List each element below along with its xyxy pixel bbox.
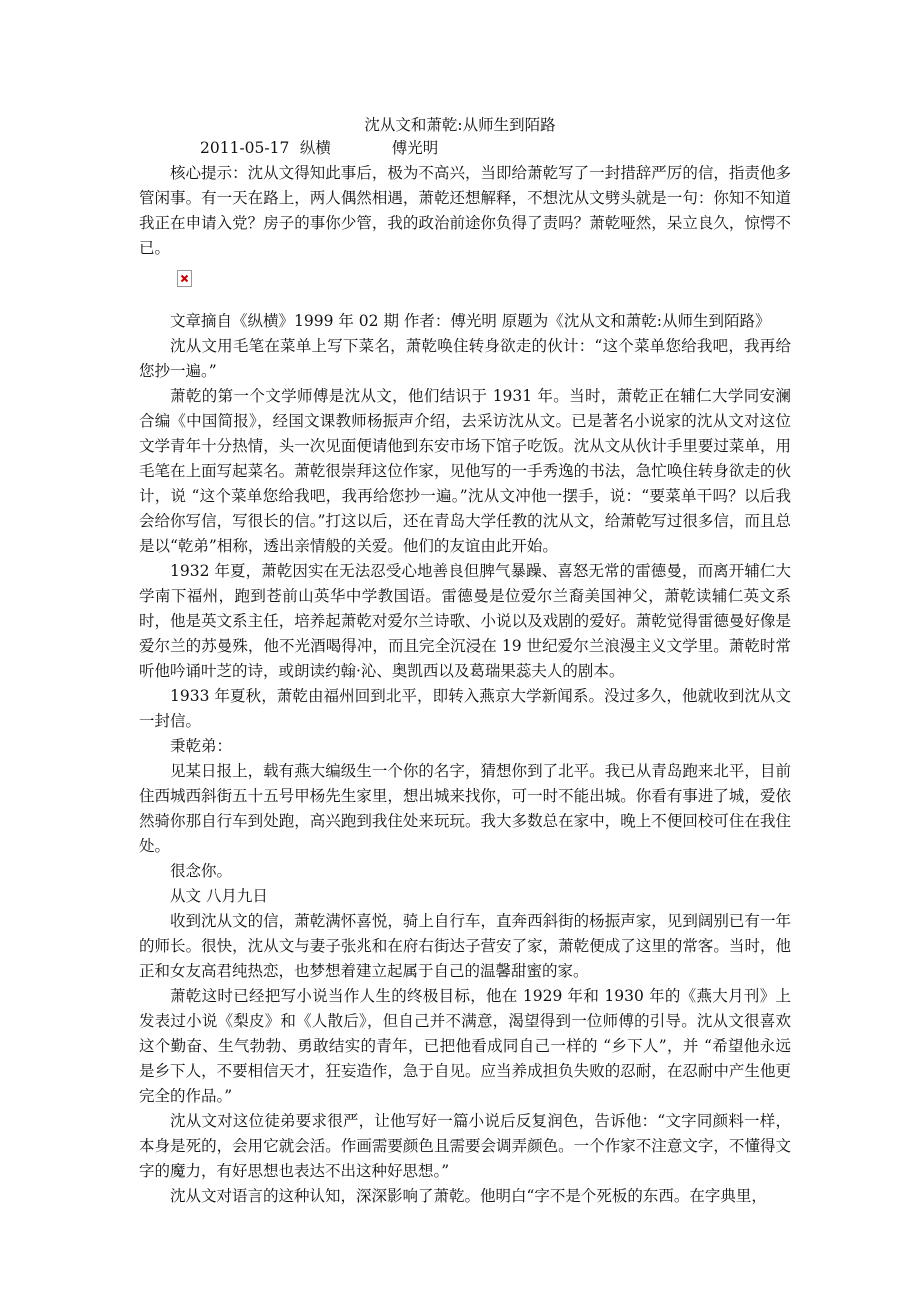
article-title: 沈从文和萧乾:从师生到陌路 [364, 116, 556, 134]
summary-paragraph: 核心提示：沈从文得知此事后，极为不高兴，当即给萧乾写了一封措辞严厉的信，指责他多管闲事。有一天在路上，两人偶然相遇，萧乾还想解释，不想沈从文劈头就是一句：你知不知道我正在申请入党？房子的事你少管，我的政治前途你负得了责吗？萧乾哑然，呆立良久，惊愕不已。 [139, 164, 791, 257]
letter-body: 见某日报上，载有燕大编级生一个你的名字，猜想你到了北平。我已从青岛跑来北平，目前住西城西斜街五十五号甲杨先生家里，想出城来找你，可一时不能出城。你看有事进了城，爱依然骑你那自行车到处跑，高兴跑到我住处来玩玩。我大多数总在家中，晚上不便回校可住在我住处。 [139, 762, 791, 855]
article-body [139, 161, 791, 1209]
body-paragraph: 沈从文用毛笔在菜单上写下菜名，萧乾唤住转身欲走的伙计：“这个菜单您给我吧，我再给您抄一遍。” [139, 337, 791, 380]
body-paragraph: 文章摘自《纵横》1999 年 02 期 作者：傅光明 原题为《沈从文和萧乾:从师生到陌路》 [170, 312, 771, 330]
image-spacer [139, 261, 791, 309]
body-paragraph: 1932 年夏，萧乾因实在无法忍受心地善良但脾气暴躁、喜怒无常的雷德曼，而离开辅仁大学南下福州，跑到苍前山英华中学教国语。雷德曼是位爱尔兰裔美国神父，萧乾读辅仁英文系时，他是英文系主任，培养起萧乾对爱尔兰诗歌、小说以及戏剧的爱好。萧乾觉得雷德曼好像是爱尔兰的苏曼殊，他不光酒喝得冲，而且完全沉浸在 19 世纪爱尔兰浪漫主义文学里。萧乾时常听他吟诵叶芝的诗，或朗读约翰·沁、奥凯西以及葛瑞果蕊夫人的剧本。 [139, 562, 791, 680]
letter-closing: 很念你。 [170, 862, 233, 880]
article-date: 2011-05-17 [200, 139, 290, 157]
body-paragraph: 萧乾的第一个文学师傅是沈从文，他们结识于 1931 年。当时，萧乾正在辅仁大学同安澜合编《中国简报》，经国文课教师杨振声介绍，去采访沈从文。已是著名小说家的沈从文对这位文学青年十分热情，头一次见面便请他到东安市场下馆子吃饭。沈从文从伙计手里要过菜单，用毛笔在上面写起菜名。萧乾很崇拜这位作家，见他写的一手秀逸的书法，急忙唤住转身欲走的伙计，说 “这个菜单您给我吧，我再给您抄一遍。”沈从文冲他一摆手，说：“要菜单干吗？以后我会给你写信，写很长的信。”打这以后，还在青岛大学任教的沈从文，给萧乾写过很多信，而且总是以“乾弟”相称，透出亲情般的关爱。他们的友谊由此开始。 [139, 387, 791, 555]
body-paragraph: 1933 年夏秋，萧乾由福州回到北平，即转入燕京大学新闻系。没过多久，他就收到沈从文一封信。 [139, 687, 791, 730]
body-paragraph: 收到沈从文的信，萧乾满怀喜悦，骑上自行车，直奔西斜街的杨振声家，见到阔别已有一年的师长。很快，沈从文与妻子张兆和在府右街达子营安了家，萧乾便成了这里的常客。当时，他正和女友高君纯热恋，也梦想着建立起属于自己的温馨甜蜜的家。 [139, 912, 791, 980]
letter-salutation: 秉乾弟： [170, 737, 233, 755]
body-paragraph: 沈从文对语言的这种认知，深深影响了萧乾。他明白“字不是个死板的东西。在字典里， [170, 1187, 767, 1205]
article-author: 傅光明 [391, 139, 439, 157]
article-meta [200, 137, 438, 159]
body-paragraph: 沈从文对这位徒弟要求很严，让他写好一篇小说后反复润色，告诉他：“文字同颜料一样，本身是死的，会用它就会活。作画需要颜色且需要会调弄颜色。一个作家不注意文字，不懂得文字的魔力，有好思想也表达不出这种好思想。” [139, 1112, 791, 1180]
body-paragraph: 萧乾这时已经把写小说当作人生的终极目标，他在 1929 年和 1930 年的《燕大月刊》上发表过小说《梨皮》和《人散后》，但自己并不满意，渴望得到一位师傅的引导。沈从文很喜欢这个勤奋、生气勃勃、勇敢结实的青年，已把他看成同自己一样的 “乡下人”，并 “希望他永远是乡下人，不要相信天才，狂妄造作，急于自见。应当养成担负失败的忍耐，在忍耐中产生他更完全的作品。” [139, 987, 791, 1105]
article-column: 纵横 [299, 139, 331, 157]
letter-signature: 从文 八月九日 [170, 887, 268, 905]
